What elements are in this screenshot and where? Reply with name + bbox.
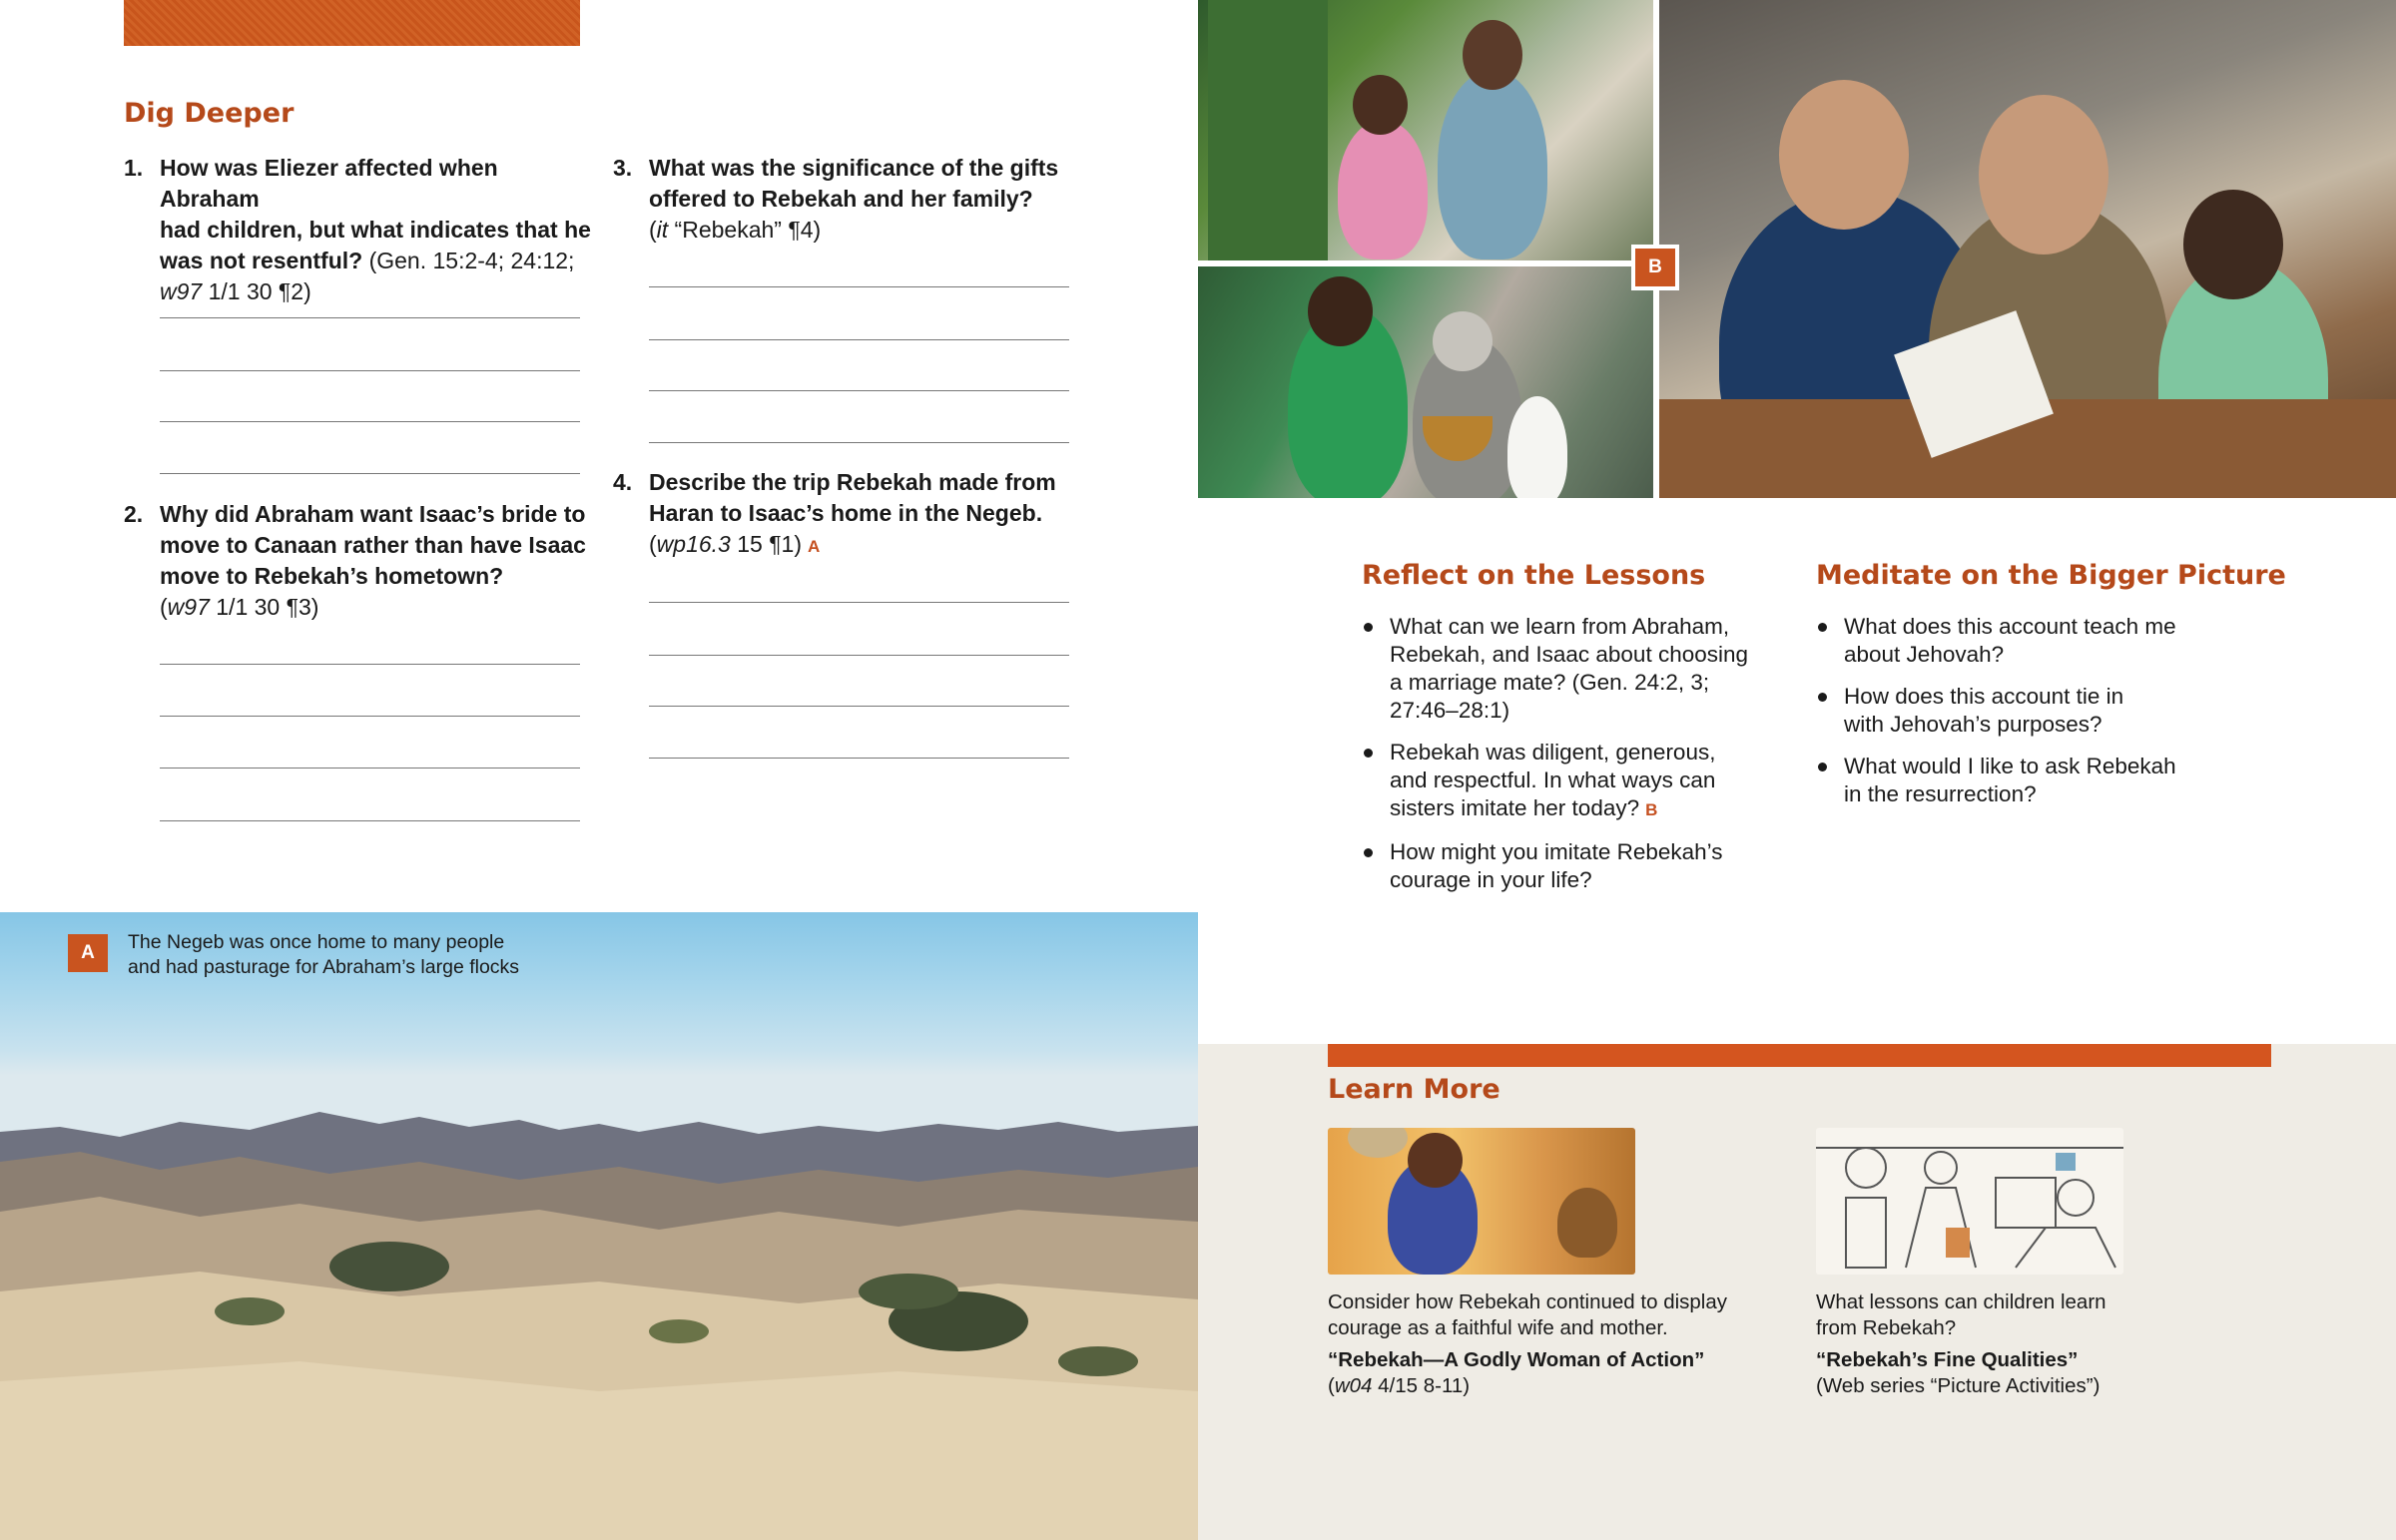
- question-reference: “Rebekah” ¶4): [668, 217, 822, 243]
- meditate-list: [1816, 613, 2265, 822]
- reference-paren: (: [160, 594, 168, 620]
- publication-symbol: wp16.3: [656, 531, 731, 557]
- activity-source: (Web series “Picture Activities”): [1816, 1374, 2100, 1397]
- decorative-swatch: [124, 0, 580, 46]
- list-item: [1816, 613, 2265, 669]
- question-text-line: Describe the trip Rebekah made from: [649, 469, 1056, 495]
- question-text-line: How was Eliezer affected when Abraham: [160, 155, 498, 212]
- list-item-line: 27:46–28:1): [1390, 698, 1510, 723]
- question-text-line: move to Rebekah’s hometown?: [160, 563, 504, 589]
- list-item: [1362, 613, 1791, 725]
- description-line: courage as a faithful wife and mother.: [1328, 1316, 1668, 1339]
- reference-paren: (: [649, 531, 657, 557]
- publication-symbol: w97: [167, 594, 210, 620]
- list-item: [1362, 838, 1791, 894]
- publication-symbol: it: [656, 217, 669, 243]
- reference-paren: (: [1328, 1374, 1335, 1397]
- thumbnail-picture-activities[interactable]: [1816, 1128, 2123, 1275]
- list-item-line: Rebekah was diligent, generous,: [1390, 740, 1716, 765]
- dig-deeper-heading: Dig Deeper: [124, 98, 295, 129]
- list-item-line: What can we learn from Abraham,: [1390, 614, 1730, 639]
- list-item-line: How might you imitate Rebekah’s: [1390, 839, 1723, 864]
- question-text-line: had children, but what indicates that he: [160, 217, 591, 243]
- publication-symbol: w97: [160, 278, 203, 304]
- question-reference: 15 ¶1): [730, 531, 803, 557]
- article-reference: 4/15 8-11): [1372, 1374, 1471, 1397]
- description-line: from Rebekah?: [1816, 1316, 1957, 1339]
- caption-line: The Negeb was once home to many people: [128, 931, 505, 953]
- learn-more-accent-bar: [1328, 1044, 2271, 1067]
- question-number: 1.: [124, 155, 144, 181]
- list-item: [1816, 683, 2265, 739]
- list-item-line: about Jehovah?: [1844, 642, 2005, 667]
- article-title-link[interactable]: “Rebekah—A Godly Woman of Action”: [1328, 1348, 1705, 1371]
- list-item-line: What does this account teach me: [1844, 614, 2176, 639]
- photo-garden-mother-daughter: [1198, 0, 1653, 260]
- list-item-line: in the resurrection?: [1844, 781, 2037, 806]
- image-marker-b[interactable]: B: [1645, 800, 1658, 819]
- question-text-line: What was the significance of the gifts: [649, 155, 1059, 181]
- landscape-caption: [128, 930, 587, 980]
- question-text-line: move to Canaan rather than have Isaac: [160, 532, 586, 558]
- photo-negeb-landscape: [0, 912, 1198, 1540]
- question-reference: (Gen. 15:2-4; 24:12;: [362, 248, 575, 273]
- question-number: 3.: [613, 155, 633, 181]
- question-reference: 1/1 30 ¶2): [202, 278, 311, 304]
- list-item: [1816, 753, 2265, 808]
- caption-line: and had pasturage for Abraham’s large flocks: [128, 956, 520, 978]
- list-item-line: Rebekah, and Isaac about choosing: [1390, 642, 1749, 667]
- photo-family-bible-study: [1659, 0, 2396, 498]
- reflect-list: [1362, 613, 1791, 908]
- list-item-line: courage in your life?: [1390, 867, 1592, 892]
- image-tag-b: B: [1631, 245, 1679, 290]
- question-number: 2.: [124, 501, 144, 527]
- publication-symbol: w04: [1334, 1374, 1373, 1397]
- meditate-heading: Meditate on the Bigger Picture: [1816, 560, 2286, 591]
- question-reference: 1/1 30 ¶3): [209, 594, 319, 620]
- learn-more-right-text: [1816, 1289, 2275, 1399]
- question-text-line: offered to Rebekah and her family?: [649, 186, 1033, 212]
- list-item-line: a marriage mate? (Gen. 24:2, 3;: [1390, 670, 1710, 695]
- thumbnail-rebekah-article[interactable]: [1328, 1128, 1635, 1275]
- description-line: Consider how Rebekah continued to display: [1328, 1290, 1728, 1313]
- question-number: 4.: [613, 469, 633, 495]
- question-text-line: Why did Abraham want Isaac’s bride to: [160, 501, 586, 527]
- image-tag-a: A: [68, 934, 108, 972]
- image-marker-a[interactable]: A: [808, 537, 821, 556]
- list-item: [1362, 739, 1791, 824]
- learn-more-heading: Learn More: [1328, 1074, 1500, 1105]
- list-item-line: with Jehovah’s purposes?: [1844, 712, 2102, 737]
- reference-paren: (: [649, 217, 657, 243]
- list-item-line: sisters imitate her today?: [1390, 795, 1640, 820]
- list-item-line: What would I like to ask Rebekah: [1844, 754, 2176, 778]
- question-text-line: Haran to Isaac’s home in the Negeb.: [649, 500, 1043, 526]
- learn-more-left-text: [1328, 1289, 1787, 1399]
- photo-sister-visiting-elderly-woman: [1198, 266, 1653, 498]
- question-text-line: was not resentful?: [160, 248, 363, 273]
- list-item-line: How does this account tie in: [1844, 684, 2124, 709]
- list-item-line: and respectful. In what ways can: [1390, 768, 1716, 792]
- activity-title-link[interactable]: “Rebekah’s Fine Qualities”: [1816, 1348, 2079, 1371]
- description-line: What lessons can children learn: [1816, 1290, 2106, 1313]
- reflect-heading: Reflect on the Lessons: [1362, 560, 1706, 591]
